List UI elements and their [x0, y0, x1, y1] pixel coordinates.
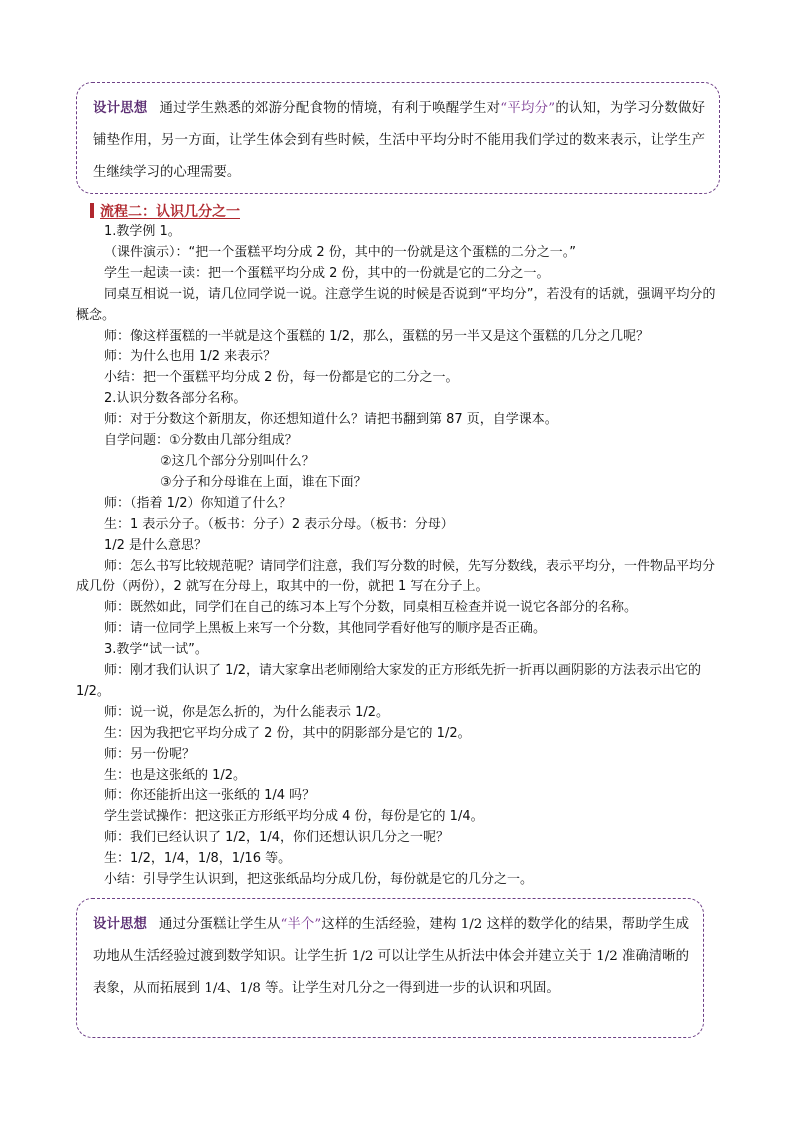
body-line: 师：刚才我们认识了 1/2，请大家拿出老师刚给大家发的正方形纸先折一折再以画阴影的方法表示出它的 1/2。 [76, 663, 702, 699]
design-thought-box-2 [76, 898, 704, 1038]
design-thought-highlight: “平均分” [500, 101, 556, 116]
body-line: 2.认识分数各部分名称。 [104, 391, 247, 407]
body-line: 同桌互相说一说，请几位同学说一说。注意学生说的时候是否说到“平均分”，若没有的话就，强调平均分的概念。 [76, 286, 716, 323]
body-line: 师：（指着 1/2）你知道了什么？ [104, 495, 292, 511]
body-line: 师：既然如此，同学们在自己的练习本上写个分数，同桌相互检查并说一说它各部分的名称。 [104, 600, 638, 616]
body-line: 师：像这样蛋糕的一半就是这个蛋糕的 1/2，那么，蛋糕的另一半又是这个蛋糕的几分之几呢？ [104, 328, 650, 344]
body-line: ②这几个部分分别叫什么？ [160, 453, 315, 469]
body-line: 师：怎么书写比较规范呢？请同学们注意，我们写分数的时候，先写分数线，表示平均分，一件物品平均分成几份（两份），2 就写在分母上，取其中的一份，就把 1 写在分子上。 [76, 558, 716, 595]
design-thought-text: 通过学生熟悉的郊游分配食物的情境，有利于唤醒学生对 [159, 101, 501, 116]
design-thought-text-rest: 的认知，为学习分数做好铺垫作用，另一方面，让学生体会到有些时候，生活中平均分时不能用我们学过的数来表示，让学生产生继续学习的心理需要。 [93, 101, 706, 180]
body-line: 1/2 是什么意思？ [104, 537, 208, 553]
section-heading [90, 203, 240, 221]
body-line: 生：1 表示分子。（板书：分子）2 表示分母。（板书：分母） [104, 516, 454, 532]
body-line: 师：请一位同学上黑板上来写一个分数，其他同学看好他写的顺序是否正确。 [104, 621, 547, 637]
body-line: 生：1/2，1/4，1/8，1/16 等。 [104, 851, 292, 867]
body-line: 师：我们已经认识了 1/2，1/4，你们还想认识几分之一呢？ [104, 830, 449, 846]
body-line: 师：说一说，你是怎么折的，为什么能表示 1/2。 [104, 704, 390, 720]
design-thought-highlight-2: “半个” [280, 917, 322, 932]
design-thought-box [76, 82, 720, 194]
body-line: 学生一起读一读：把一个蛋糕平均分成 2 份，其中的一份就是它的二分之一。 [104, 265, 550, 281]
body-line: 生：也是这张纸的 1/2。 [104, 767, 247, 783]
body-line: 师：为什么也用 1/2 来表示？ [104, 349, 277, 365]
body-line: 自学问题：①分数由几部分组成？ [104, 433, 298, 449]
body-line: （课件演示）：“把一个蛋糕平均分成 2 份，其中的一份就是这个蛋糕的二分之一。” [104, 244, 577, 260]
body-line: ③分子和分母谁在上面，谁在下面？ [160, 474, 367, 490]
heading-bar-marker [90, 203, 94, 218]
lesson-body [76, 222, 720, 891]
body-line: 小结：引导学生认识到，把这张纸品均分成几份，每份就是它的几分之一。 [104, 872, 534, 888]
body-line: 师：你还能折出这一张纸的 1/4 吗？ [104, 788, 316, 804]
body-line: 生：因为我把它平均分成了 2 份，其中的阴影部分是它的 1/2。 [104, 725, 471, 741]
design-thought-tag-2: 设计思想 [93, 917, 147, 932]
body-line: 学生尝试操作：把这张正方形纸平均分成 4 份，每份是它的 1/4。 [104, 809, 484, 825]
body-line: 师：对于分数这个新朋友，你还想知道什么？请把书翻到第 87 页，自学课本。 [104, 412, 558, 428]
design-thought-text-2: 通过分蛋糕让学生从 [159, 917, 281, 932]
design-thought-text-rest-2: 这样的生活经验，建构 1/2 这样的数学化的结果，帮助学生成功地从生活经验过渡到数学知识。让学生折 1/2 可以让学生从折法中体会并建立关于 1/2 准确清晰的表象，从而拓展到 1/4、1/8 等。让学生对几分之一得到进一步的认识和巩固。 [93, 917, 690, 996]
design-thought-tag: 设计思想 [93, 101, 148, 116]
body-line: 师：另一份呢？ [104, 746, 196, 762]
body-line: 1.教学例 1。 [104, 224, 181, 239]
body-line: 3.教学“试一试”。 [104, 642, 208, 658]
body-line: 小结：把一个蛋糕平均分成 2 份，每一份都是它的二分之一。 [104, 370, 459, 386]
section-heading-text: 流程二：认识几分之一 [100, 204, 240, 220]
